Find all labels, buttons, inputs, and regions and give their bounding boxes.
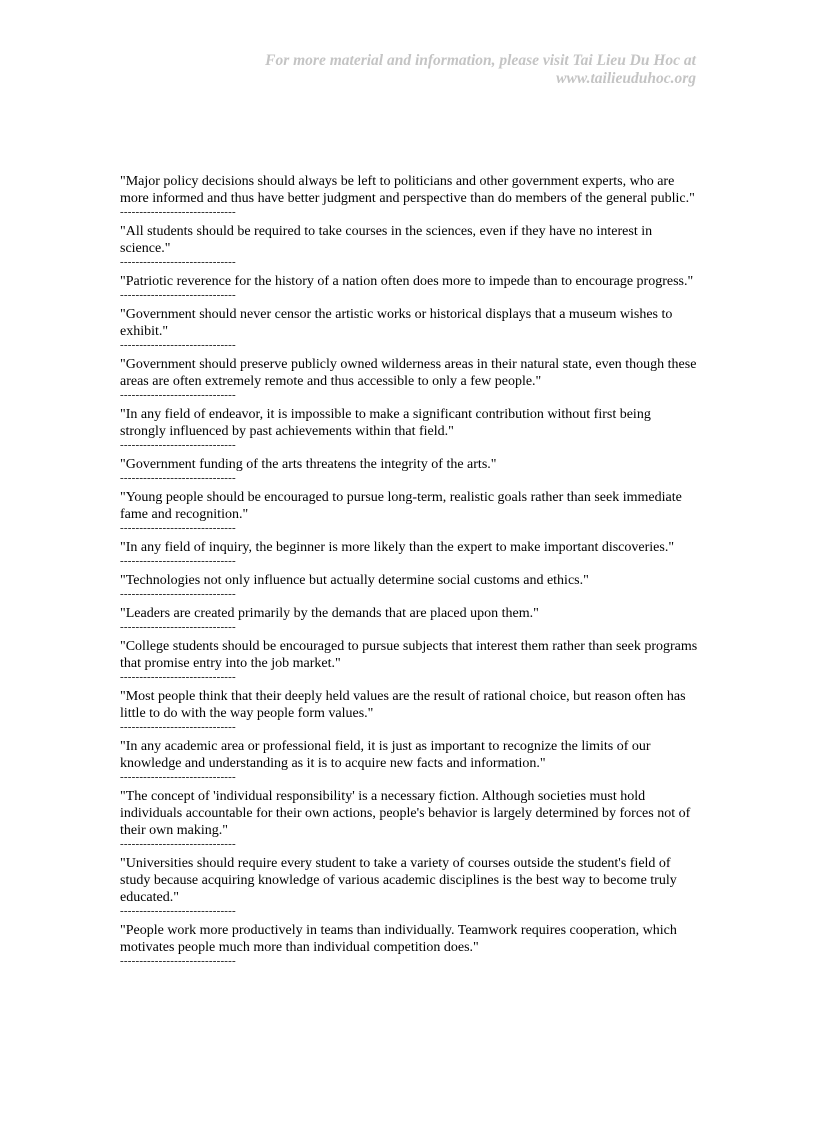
quote-text: "Major policy decisions should always be left to politicians and other government experts, who are more informed and thus have better judgment and perspective than do members of the general public." bbox=[120, 174, 695, 206]
separator: ------------------------------ bbox=[120, 340, 236, 351]
separator: ------------------------------ bbox=[120, 589, 236, 600]
quote-text: "College students should be encouraged to pursue subjects that interest them rather than seek programs that promise entry into the job market." bbox=[120, 639, 698, 671]
quote-text: "Young people should be encouraged to pursue long-term, realistic goals rather than seek immediate fame and recognition." bbox=[120, 490, 682, 522]
separator: ------------------------------ bbox=[120, 390, 236, 401]
quote-text: "In any field of inquiry, the beginner is more likely than the expert to make important discoveries." bbox=[120, 540, 675, 555]
list-item bbox=[120, 605, 700, 635]
list-item bbox=[120, 173, 700, 220]
quote-text: "People work more productively in teams than individually. Teamwork requires cooperation, which motivates people much more than individual competition does." bbox=[120, 923, 677, 955]
separator: ------------------------------ bbox=[120, 290, 236, 301]
quote-text: "All students should be required to take courses in the sciences, even if they have no interest in science." bbox=[120, 224, 653, 256]
quote-text: "In any academic area or professional field, it is just as important to recognize the limits of our knowledge and understanding as it is to acquire new facts and information." bbox=[120, 739, 651, 771]
list-item bbox=[120, 788, 700, 852]
quote-text: "Government should never censor the artistic works or historical displays that a museum wishes to exhibit." bbox=[120, 307, 673, 339]
separator: ------------------------------ bbox=[120, 523, 236, 534]
separator: ------------------------------ bbox=[120, 556, 236, 567]
separator: ------------------------------ bbox=[120, 257, 236, 268]
separator: ------------------------------ bbox=[120, 440, 236, 451]
list-item bbox=[120, 539, 700, 569]
list-item bbox=[120, 572, 700, 602]
separator: ------------------------------ bbox=[120, 473, 236, 484]
list-item bbox=[120, 688, 700, 735]
quote-text: "The concept of 'individual responsibility' is a necessary fiction. Although societies must hold individuals accountable for their own actions, people's behavior is largely determined by forces not of their own making." bbox=[120, 789, 691, 838]
separator: ------------------------------ bbox=[120, 672, 236, 683]
separator: ------------------------------ bbox=[120, 772, 236, 783]
list-item bbox=[120, 356, 700, 403]
quote-text: "Patriotic reverence for the history of a nation often does more to impede than to encourage progress." bbox=[120, 274, 694, 289]
list-item bbox=[120, 306, 700, 353]
separator: ------------------------------ bbox=[120, 839, 236, 850]
list-item bbox=[120, 273, 700, 303]
quote-text: "Government funding of the arts threatens the integrity of the arts." bbox=[120, 457, 497, 472]
quote-text: "Technologies not only influence but actually determine social customs and ethics." bbox=[120, 573, 589, 588]
watermark-line-2: www.tailieuduhoc.org bbox=[556, 70, 696, 87]
separator: ------------------------------ bbox=[120, 956, 236, 967]
quote-text: "Universities should require every student to take a variety of courses outside the student's field of study because acquiring knowledge of various academic disciplines is the best way to become truly educated." bbox=[120, 856, 677, 905]
watermark-line-1: For more material and information, please visit Tai Lieu Du Hoc at bbox=[265, 52, 696, 69]
separator: ------------------------------ bbox=[120, 906, 236, 917]
quote-text: "Government should preserve publicly owned wilderness areas in their natural state, even though these areas are often extremely remote and thus accessible to only a few people." bbox=[120, 357, 697, 389]
list-item bbox=[120, 489, 700, 536]
separator: ------------------------------ bbox=[120, 622, 236, 633]
separator: ------------------------------ bbox=[120, 207, 236, 218]
quote-list bbox=[120, 173, 700, 972]
quote-text: "Leaders are created primarily by the demands that are placed upon them." bbox=[120, 606, 539, 621]
list-item bbox=[120, 406, 700, 453]
quote-text: "Most people think that their deeply held values are the result of rational choice, but reason often has little to do with the way people form values." bbox=[120, 689, 686, 721]
list-item bbox=[120, 922, 700, 969]
separator: ------------------------------ bbox=[120, 722, 236, 733]
watermark-header bbox=[265, 52, 696, 88]
list-item bbox=[120, 223, 700, 270]
quote-text: "In any field of endeavor, it is impossible to make a significant contribution without first being strongly influenced by past achievements within that field." bbox=[120, 407, 651, 439]
list-item bbox=[120, 855, 700, 919]
list-item bbox=[120, 456, 700, 486]
list-item bbox=[120, 638, 700, 685]
list-item bbox=[120, 738, 700, 785]
